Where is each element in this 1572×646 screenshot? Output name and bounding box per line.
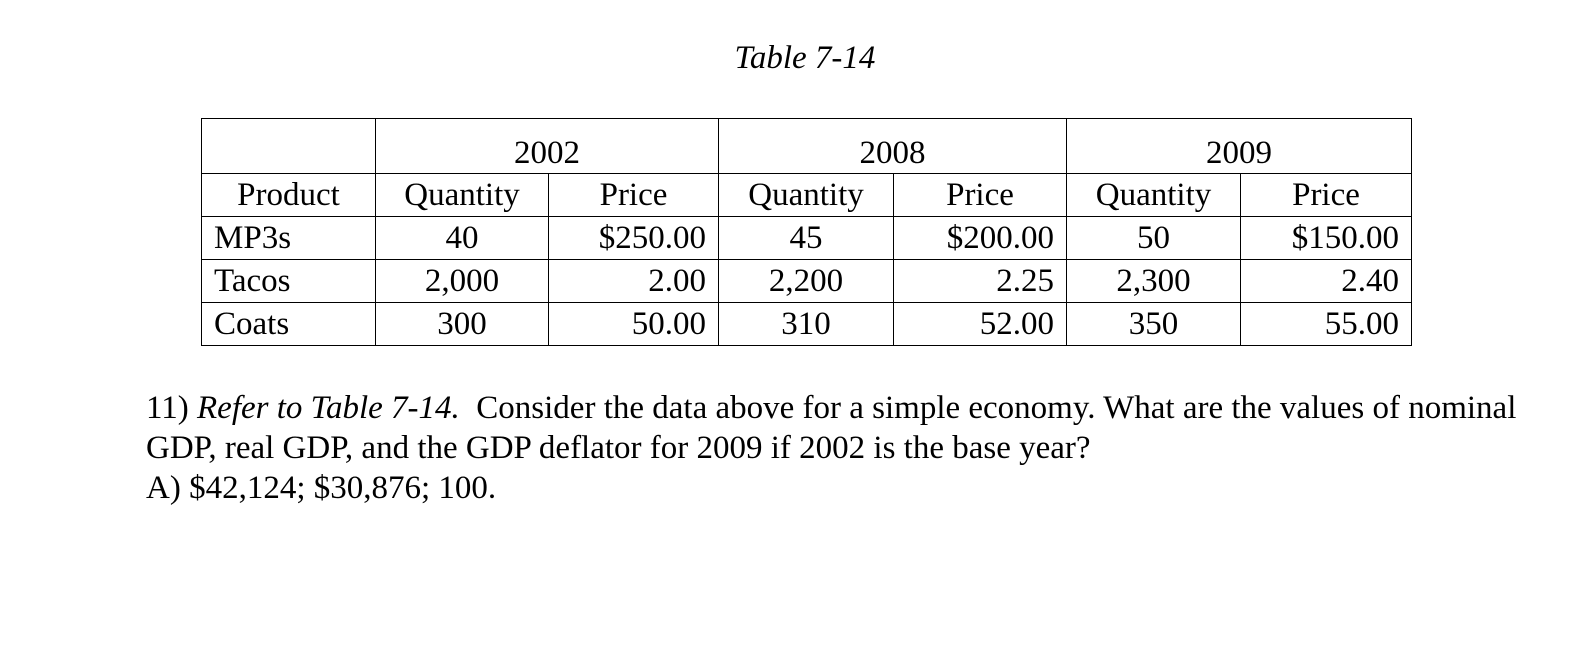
product-cell: Coats bbox=[202, 303, 376, 346]
table-row bbox=[202, 260, 1412, 303]
quantity-cell: 310 bbox=[719, 303, 894, 346]
quantity-cell: 45 bbox=[719, 217, 894, 260]
question-number: 11) bbox=[146, 390, 189, 426]
table-row bbox=[202, 303, 1412, 346]
price-cell: $200.00 bbox=[894, 217, 1067, 260]
quantity-cell: 300 bbox=[376, 303, 549, 346]
price-header-2008: Price bbox=[894, 174, 1067, 217]
question-block bbox=[146, 388, 1546, 508]
year-2008-header: 2008 bbox=[719, 119, 1067, 174]
price-cell: $250.00 bbox=[549, 217, 719, 260]
price-cell: 2.25 bbox=[894, 260, 1067, 303]
quantity-cell: 2,200 bbox=[719, 260, 894, 303]
quantity-cell: 2,000 bbox=[376, 260, 549, 303]
product-cell: Tacos bbox=[202, 260, 376, 303]
quantity-header-2002: Quantity bbox=[376, 174, 549, 217]
table-title: Table 7-14 bbox=[734, 40, 876, 76]
quantity-cell: 40 bbox=[376, 217, 549, 260]
quantity-header-2008: Quantity bbox=[719, 174, 894, 217]
year-2009-header: 2009 bbox=[1067, 119, 1412, 174]
price-header-2002: Price bbox=[549, 174, 719, 217]
price-cell: 2.40 bbox=[1241, 260, 1412, 303]
quantity-cell: 50 bbox=[1067, 217, 1241, 260]
column-header-row bbox=[202, 174, 1412, 217]
product-cell: MP3s bbox=[202, 217, 376, 260]
question-text bbox=[146, 388, 1546, 468]
year-2002-header: 2002 bbox=[376, 119, 719, 174]
question-body: Consider the data above for a simple economy. What are the values of nominal GDP, real GDP, and the GDP deflator for 2009 if 2002 is the base year? bbox=[146, 390, 1517, 466]
price-cell: 55.00 bbox=[1241, 303, 1412, 346]
price-cell: 52.00 bbox=[894, 303, 1067, 346]
answer-option: A) $42,124; $30,876; 100. bbox=[146, 470, 497, 506]
data-table bbox=[201, 118, 1412, 346]
price-cell: $150.00 bbox=[1241, 217, 1412, 260]
table-row bbox=[202, 217, 1412, 260]
quantity-header-2009: Quantity bbox=[1067, 174, 1241, 217]
product-header: Product bbox=[202, 174, 376, 217]
price-cell: 50.00 bbox=[549, 303, 719, 346]
empty-corner-cell bbox=[202, 119, 376, 174]
quantity-cell: 350 bbox=[1067, 303, 1241, 346]
price-header-2009: Price bbox=[1241, 174, 1412, 217]
quantity-cell: 2,300 bbox=[1067, 260, 1241, 303]
question-reference: Refer to Table 7-14. bbox=[197, 390, 460, 426]
year-header-row bbox=[202, 119, 1412, 174]
price-cell: 2.00 bbox=[549, 260, 719, 303]
